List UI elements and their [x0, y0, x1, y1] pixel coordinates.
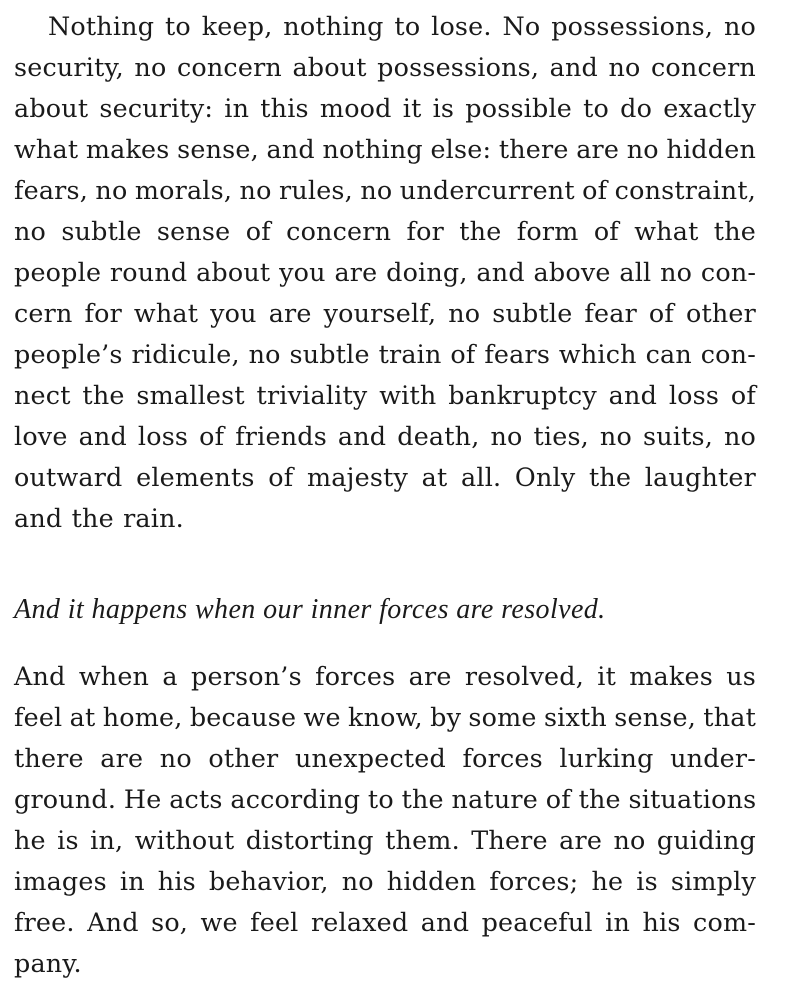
text-line: what makes sense, and nothing else: there are no hidden	[14, 134, 756, 164]
text-line: outward elements of majesty at all. Only the laughter	[14, 462, 756, 492]
text-line: nect the smallest triviality with bankruptcy and loss of	[14, 380, 756, 410]
text-line: cern for what you are yourself, no subtle fear of other	[14, 298, 756, 328]
section-heading: And it happens when our inner forces are resolved.	[14, 594, 606, 625]
text-line: fears, no morals, no rules, no undercurrent of constraint,	[14, 175, 756, 205]
text-line: ground. He acts according to the nature of the situations	[14, 784, 757, 814]
text-line: there are no other unexpected forces lurking under-	[14, 743, 756, 773]
paragraph-possessions	[14, 6, 756, 539]
text-line: about security: in this mood it is possible to do exactly	[14, 93, 756, 123]
text-line: people round about you are doing, and above all no con-	[14, 257, 757, 287]
text-line: and the rain.	[14, 503, 184, 533]
paragraph-forces-resolved	[14, 656, 756, 984]
text-line: security, no concern about possessions, and no concern	[14, 52, 756, 82]
text-line: feel at home, because we know, by some sixth sense, that	[14, 702, 756, 732]
text-line: images in his behavior, no hidden forces; he is simply	[14, 866, 756, 896]
text-line: And when a person’s forces are resolved, it makes us	[14, 661, 756, 691]
text-line: no subtle sense of concern for the form of what the	[14, 216, 756, 246]
text-line: love and loss of friends and death, no ties, no suits, no	[14, 421, 756, 451]
text-line: people’s ridicule, no subtle train of fears which can con-	[14, 339, 756, 369]
text-line: Nothing to keep, nothing to lose. No possessions, no	[48, 11, 756, 41]
text-line: pany.	[14, 948, 82, 978]
text-line: he is in, without distorting them. There are no guiding	[14, 825, 756, 855]
text-line: free. And so, we feel relaxed and peaceful in his com-	[14, 907, 756, 937]
